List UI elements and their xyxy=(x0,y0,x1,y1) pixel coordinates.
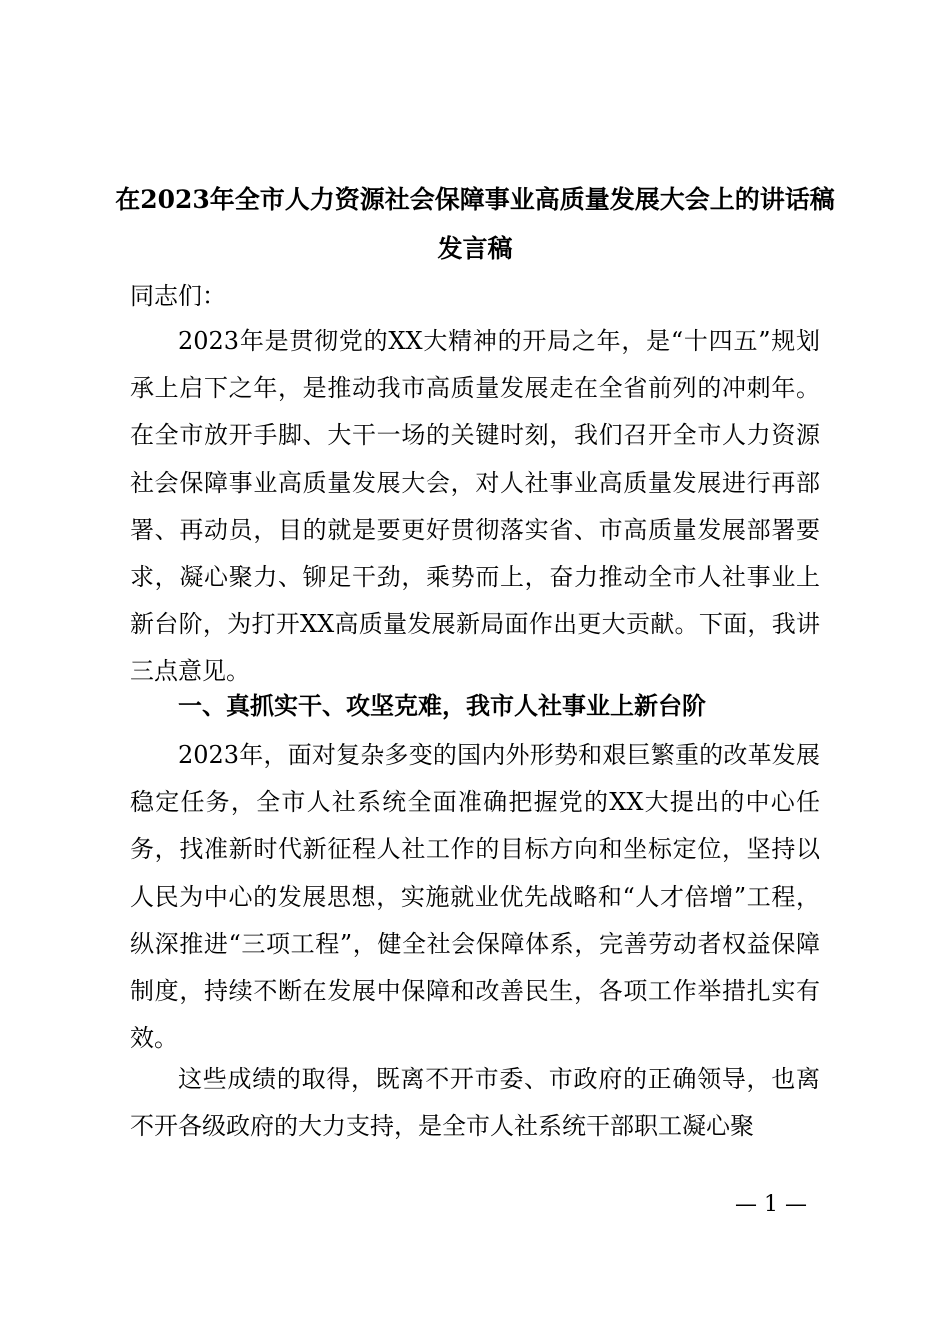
paragraph-1: 2023年是贯彻党的XX大精神的开局之年，是“十四五”规划承上启下之年，是推动我市高质量发展走在全省前列的冲刺年。在全市放开手脚、大干一场的关键时刻，我们召开全市人力资源社会保障事业高质量发展大会，对人社事业高质量发展进行再部署、再动员，目的就是要更好贯彻落实省、市高质量发展部署要求，凝心聚力、铆足干劲，乘势而上，奋力推动全市人社事业上新台阶，为打开XX高质量发展新局面作出更大贡献。下面，我讲三点意见。 xyxy=(130,327,820,686)
salutation: 同志们： xyxy=(130,282,226,310)
paragraph-3: 这些成绩的取得，既离不开市委、市政府的正确领导，也离不开各级政府的大力支持，是全市人社系统干部职工凝心聚 xyxy=(130,1065,820,1141)
document-title-line1: 在2023年全市人力资源社会保障事业高质量发展大会上的讲话稿 xyxy=(115,185,835,214)
paragraph-2: 2023年，面对复杂多变的国内外形势和艰巨繁重的改革发展稳定任务，全市人社系统全面准确把握党的XX大提出的中心任务，找准新时代新征程人社工作的目标方向和坐标定位，坚持以人民为中心的发展思想，实施就业优先战略和“人才倍增”工程，纵深推进“三项工程”，健全社会保障体系，完善劳动者权益保障制度，持续不断在发展中保障和改善民生，各项工作举措扎实有效。 xyxy=(130,741,820,1053)
page-number: — 1 — xyxy=(735,1192,807,1217)
document-title-line2: 发言稿 xyxy=(437,234,513,263)
section-heading-1: 一、真抓实干、攻坚克难，我市人社事业上新台阶 xyxy=(178,691,706,720)
